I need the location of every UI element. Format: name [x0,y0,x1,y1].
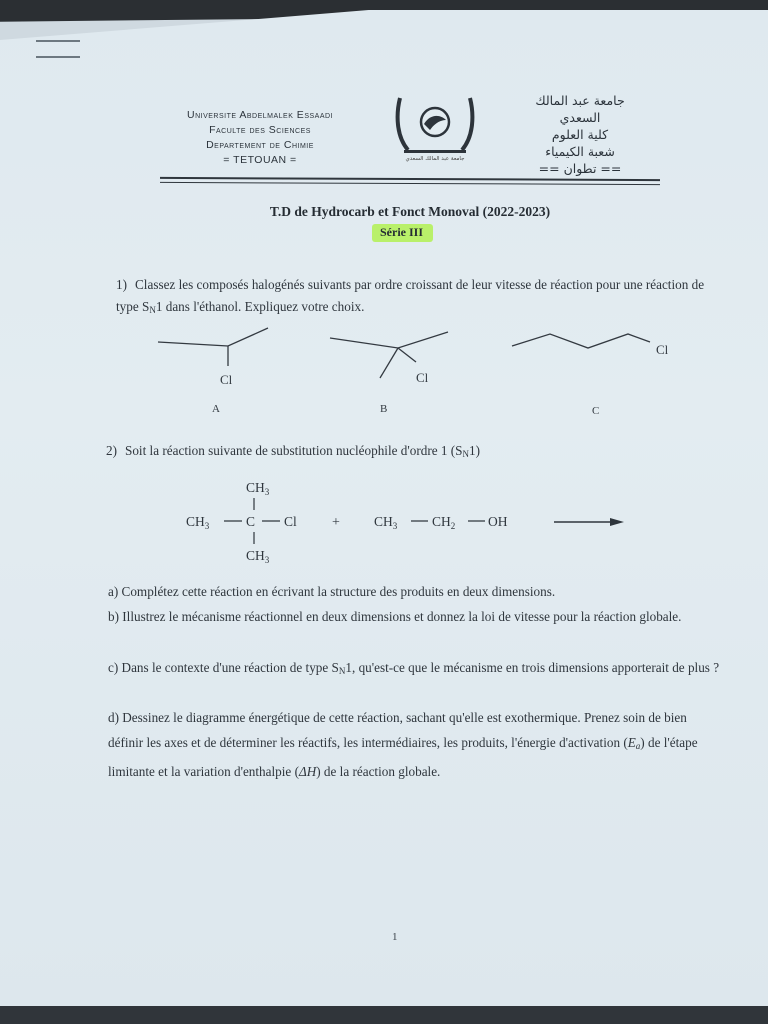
ethanol-ch3: $CH_3$ [374,514,398,531]
bottom-methyl: $CH_3$ [246,548,270,565]
series-badge: Série III [372,224,433,242]
header-line: جامعة عبد المالك [535,93,625,108]
central-carbon: C [246,514,256,529]
left-methyl: $CH_3$ [186,514,210,531]
staple-mark [36,40,80,42]
university-header-ar [520,92,640,177]
compound-a-atom: Cl [220,372,233,387]
compound-a-label: A [212,403,220,415]
compound-structures [150,318,710,428]
plus-sign: + [332,515,340,530]
compound-c-atom: Cl [656,342,669,357]
header-line: السعدي [559,110,601,125]
question-2b: b) Illustrez le mécanisme réactionnel en deux dimensions et donnez la loi de vitesse pour la réaction globale. [108,609,682,624]
question-1: 1) Classez les composés halogénés suivants par ordre croissant de leur vitesse de réaction pour une réaction de type $S_N1$ dans l'éthanol. Expliquez votre choix. [116,277,705,315]
university-header-fr [160,108,360,168]
page-number: 1 [392,931,398,943]
question-number: 2) [106,443,117,458]
compound-c [512,334,650,348]
compound-c-label: C [592,405,600,417]
logo-caption: جامعة عبد المالك السعدي [405,156,465,162]
table-edge [0,1006,768,1024]
top-methyl: $CH_3$ [246,480,270,497]
staple-mark [36,56,80,58]
header-line: == تطوان == [538,161,622,176]
compound-a [158,328,268,366]
reaction-scheme [180,470,640,570]
chlorine: Cl [284,514,297,529]
header-line: كلية العلوم [551,127,609,142]
ethanol-ch2: $CH_2$ [432,514,456,531]
question-2c: c) Dans le contexte d'une réaction de type $S_N1$, qu'est-ce que le mécanisme en trois dimensions apporterait de plus ? [108,660,720,676]
document-title: T.D de Hydrocarb et Fonct Monoval (2022-2023) [269,204,551,219]
question-number: 1) [116,277,127,292]
compound-b-label: B [380,403,388,415]
ethanol-oh: OH [488,514,508,529]
header-line: = TETOUAN = [223,154,297,166]
header-line: Universite Abdelmalek Essaadi [187,109,333,121]
question-2a: a) Complétez cette réaction en écrivant la structure des produits en deux dimensions. [108,584,556,599]
header-line: شعبة الكيمياء [545,144,615,159]
header-line: Faculte des Sciences [209,124,311,136]
question-2d: d) Dessinez le diagramme énergétique de cette réaction, sachant qu'elle est exothermique. Prenez soin de bien définir les axes et de déterminer les réactifs, les intermédiaires, les produits, l'énergie d'activation $(E_a)$ de l'étape limitante et la variation d'enthalpie (ΔH) de la réaction globale. [108,710,698,779]
question-2: 2) Soit la réaction suivante de substitution nucléophile d'ordre 1 $(S_N1)$ [106,443,480,459]
compound-b-atom: Cl [416,370,429,385]
reaction-arrow [554,518,624,526]
header-line: Departement de Chimie [206,139,314,151]
compound-b [330,332,448,378]
